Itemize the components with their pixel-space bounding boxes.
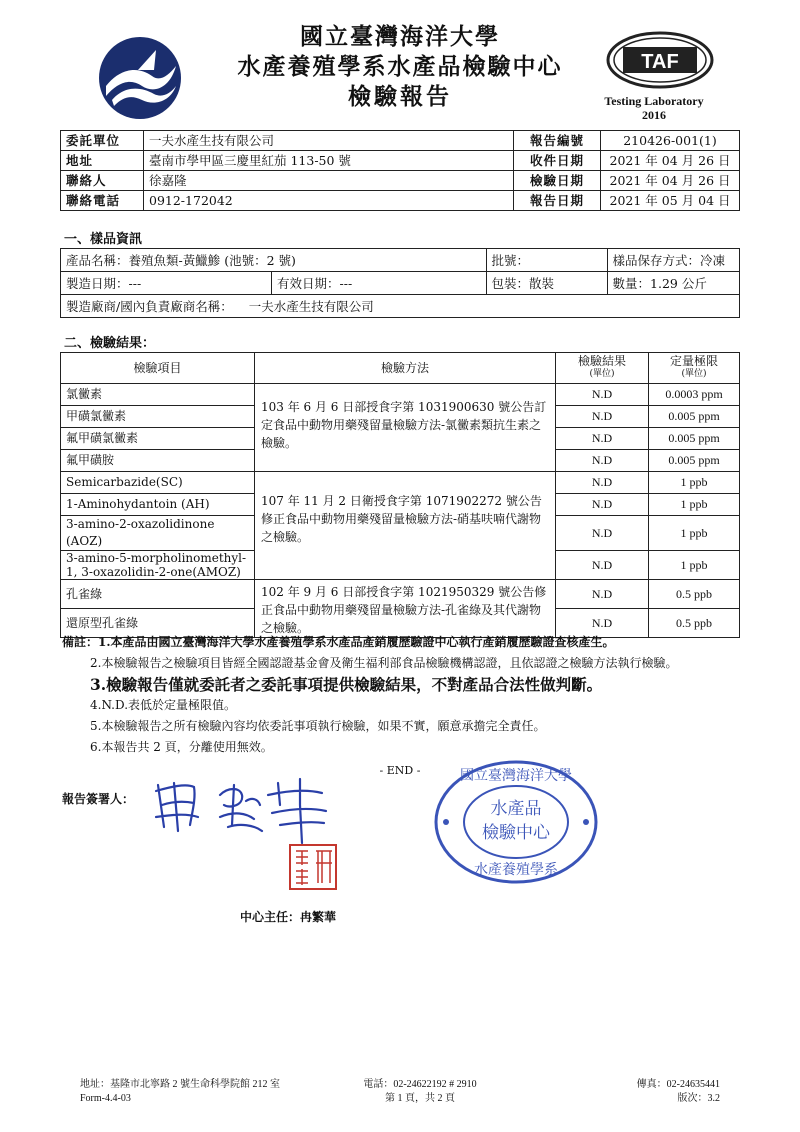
result-value: N.D (556, 609, 649, 638)
method-cell: 102 年 9 月 6 日部授食字第 1021950329 號公告修正食品中動物用藥殘留量檢驗方法-孔雀綠及其代謝物之檢驗。 (255, 580, 556, 638)
item-name: 3-amino-5-morpholinomethyl-1, 3-oxazolidin-2-one(AMOZ) (61, 551, 255, 580)
note-3: 3.檢驗報告僅就委託者之委託事項提供檢驗結果，不對產品合法性做判斷。 (90, 675, 603, 694)
result-value: N.D (556, 580, 649, 609)
item-name: Semicarbazide(SC) (61, 472, 255, 494)
results-section-title: 二、檢驗結果： (64, 336, 156, 351)
sample-section-title: 一、樣品資訊 (64, 232, 143, 247)
report-no-label: 報告編號 (514, 131, 601, 151)
notes-block (62, 632, 762, 758)
taf-caption-line2: 2016 (642, 108, 666, 122)
item-name: 甲磺氯黴素 (61, 406, 255, 428)
col-result (556, 353, 649, 384)
batch-no: 批號： (486, 249, 607, 272)
package: 包裝：散裝 (486, 272, 607, 295)
note-6: 6.本報告共 2 頁，分離使用無效。 (90, 740, 273, 754)
tested-label: 檢驗日期 (514, 171, 601, 191)
loq-value: 1 ppb (649, 472, 740, 494)
loq-value: 0.005 ppm (649, 428, 740, 450)
col-result-label: 檢驗結果 (577, 354, 626, 368)
footer-fax: 傳真：02-24635441 (636, 1079, 720, 1090)
note-2: 2.本檢驗報告之檢驗項目皆經全國認證基金會及衛生福利部食品檢驗機構認證，且依認證之檢驗方法執行檢驗。 (90, 656, 678, 670)
document-title: 檢驗報告 (348, 83, 452, 110)
col-item: 檢驗項目 (61, 353, 255, 384)
loq-value: 1 ppb (649, 516, 740, 551)
end-mark: - END - (379, 764, 421, 777)
received-label: 收件日期 (514, 151, 601, 171)
quantity: 數量：1.29 公斤 (607, 272, 739, 295)
footer-phone: 電話：02-24622192 # 2910 (363, 1079, 477, 1090)
tested-value: 2021 年 04 月 26 日 (601, 171, 740, 191)
storage-method: 樣品保存方式：冷凍 (607, 249, 739, 272)
result-value: N.D (556, 494, 649, 516)
client-info-table (60, 130, 740, 211)
result-value: N.D (556, 450, 649, 472)
report-no-value: 210426-001(1) (601, 131, 740, 151)
received-value: 2021 年 04 月 26 日 (601, 151, 740, 171)
item-name: 1-Aminohydantoin (AH) (61, 494, 255, 516)
col-result-unit: (單位) (589, 369, 615, 379)
seal-outer-bottom: 水產養殖學系 (474, 862, 558, 878)
note-5: 5.本檢驗報告之所有檢驗內容均依委託事項執行檢驗，如果不實，願意承擔完全責任。 (90, 719, 546, 733)
table-row (61, 384, 740, 406)
method-cell: 103 年 6 月 6 日部授食字第 1031900630 號公告訂定食品中動物用藥殘留量檢驗方法-氯黴素類抗生素之檢驗。 (255, 384, 556, 472)
footer-version: 版次：3.2 (677, 1093, 720, 1104)
result-value: N.D (556, 406, 649, 428)
contact-label: 聯絡人 (61, 171, 144, 191)
university-name: 國立臺灣海洋大學 (300, 23, 500, 50)
footer-address: 地址：基隆市北寧路 2 號生命科學院館 212 室 (80, 1079, 280, 1090)
address-label: 地址 (61, 151, 144, 171)
phone-value: 0912-172042 (144, 191, 514, 211)
signature-chop (288, 843, 338, 891)
loq-value: 1 ppb (649, 494, 740, 516)
contact-value: 徐嘉隆 (144, 171, 514, 191)
footer-left (80, 1078, 280, 1106)
client-label: 委託單位 (61, 131, 144, 151)
result-value: N.D (556, 428, 649, 450)
item-name: 氟甲磺氯黴素 (61, 428, 255, 450)
signer-label: 報告簽署人： (62, 792, 135, 806)
col-loq-label: 定量極限 (669, 354, 718, 368)
center-director: 中心主任：冉繁華 (240, 910, 337, 924)
result-value: N.D (556, 472, 649, 494)
item-name: 氯黴素 (61, 384, 255, 406)
taf-caption (574, 94, 734, 122)
item-name: 氟甲磺胺 (61, 450, 255, 472)
loq-value: 0.5 ppb (649, 609, 740, 638)
table-row (61, 580, 740, 609)
address-value: 臺南市學甲區三慶里紅茄 113-50 號 (144, 151, 514, 171)
client-value: 一夫水產生技有限公司 (144, 131, 514, 151)
taf-logo-text: TAF (641, 51, 679, 73)
col-loq-unit: (單位) (681, 369, 707, 379)
manufacturer-label: 製造廠商/國內負責廠商名稱： (66, 298, 233, 314)
footer-form: Form-4.4-03 (80, 1093, 131, 1104)
center-name: 水產養殖學系水產品檢驗中心 (237, 53, 563, 80)
item-name: 還原型孔雀綠 (61, 609, 255, 638)
manufacturer-value: 一夫水產生技有限公司 (248, 298, 374, 314)
loq-value: 0.0003 ppm (649, 384, 740, 406)
loq-value: 0.005 ppm (649, 406, 740, 428)
loq-value: 0.5 ppb (649, 580, 740, 609)
result-value: N.D (556, 551, 649, 580)
seal-inner-line1: 水產品 (490, 799, 542, 819)
exp-date: 有效日期：--- (272, 272, 487, 295)
results-table (60, 352, 740, 638)
product-name: 產品名稱：養殖魚類-黃鱲鯵 (池號：2 號) (61, 249, 487, 272)
taf-caption-line1: Testing Laboratory (604, 94, 704, 108)
table-row (61, 472, 740, 494)
result-value: N.D (556, 516, 649, 551)
col-method: 檢驗方法 (255, 353, 556, 384)
manufacturer-row (61, 295, 740, 318)
report-date-value: 2021 年 05 月 04 日 (601, 191, 740, 211)
center-seal (432, 758, 600, 886)
note-4: 4.N.D.表低於定量極限值。 (90, 698, 237, 712)
footer-center (340, 1078, 500, 1106)
mfg-date: 製造日期：--- (61, 272, 272, 295)
item-name: 3-amino-2-oxazolidinone (AOZ) (61, 516, 255, 551)
taf-logo (605, 30, 715, 90)
report-date-label: 報告日期 (514, 191, 601, 211)
seal-inner-line2: 檢驗中心 (482, 823, 550, 843)
result-value: N.D (556, 384, 649, 406)
item-name: 孔雀綠 (61, 580, 255, 609)
sample-info-table (60, 248, 740, 318)
note-1: 備註：1.本產品由國立臺灣海洋大學水產養殖學系水產品產銷履歷驗證中心執行產銷履歷驗證查核產生。 (62, 635, 615, 649)
loq-value: 0.005 ppm (649, 450, 740, 472)
footer-page: 第 1 頁，共 2 頁 (385, 1093, 455, 1104)
seal-outer-top: 國立臺灣海洋大學 (460, 768, 572, 784)
handwritten-signature (150, 765, 350, 845)
footer-right (600, 1078, 720, 1106)
phone-label: 聯絡電話 (61, 191, 144, 211)
method-cell: 107 年 11 月 2 日衛授食字第 1071902272 號公告修正食品中動物用藥殘留量檢驗方法-硝基呋喃代謝物之檢驗。 (255, 472, 556, 580)
loq-value: 1 ppb (649, 551, 740, 580)
col-loq (649, 353, 740, 384)
